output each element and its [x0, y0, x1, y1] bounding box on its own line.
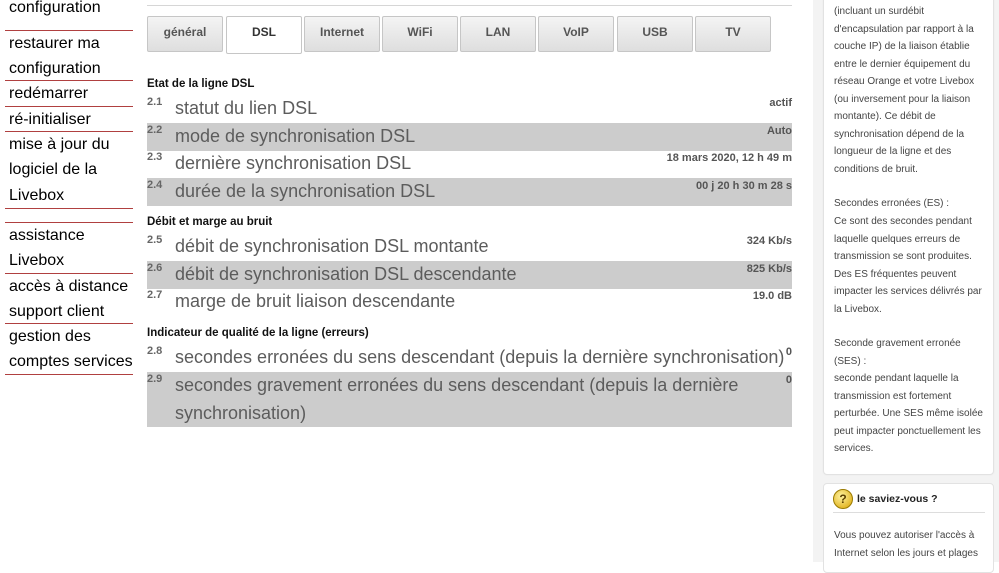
- help-es-text: Ce sont des secondes pendant laquelle quelques erreurs de transmission se sont produites. Des ES fréquentes peuvent impacter les services délivrés par la Livebox.: [834, 216, 982, 315]
- sidebar-item-label: mise à jour du: [9, 136, 110, 153]
- tab-bar: [147, 16, 792, 54]
- table-row: [147, 261, 792, 289]
- tab-usb[interactable]: USB: [617, 16, 693, 52]
- section-title-rate-margin: Débit et marge au bruit: [147, 216, 273, 228]
- row-value: 0: [785, 346, 792, 358]
- row-number: 2.3: [147, 151, 163, 163]
- row-value: actif: [769, 97, 792, 109]
- sidebar-divider: [5, 208, 133, 209]
- row-label: statut du lien DSL: [175, 98, 318, 118]
- sidebar-item-remote-support[interactable]: [5, 274, 133, 325]
- row-label: mode de synchronisation DSL: [175, 126, 416, 146]
- sidebar-item-configuration[interactable]: configuration: [9, 0, 101, 16]
- divider: [833, 512, 985, 513]
- sidebar-item-label: Livebox: [9, 186, 65, 204]
- sidebar-item-restore-config[interactable]: [5, 31, 133, 82]
- table-row: [147, 178, 792, 206]
- tab-lan[interactable]: LAN: [460, 16, 536, 52]
- row-number: 2.5: [147, 234, 163, 246]
- row-label: débit de synchronisation DSL descendante: [175, 264, 517, 284]
- table-row: [147, 288, 792, 316]
- sidebar-item-label: accès à distance: [9, 278, 129, 295]
- sidebar-item-label: restaurer ma: [9, 35, 100, 52]
- row-label: dernière synchronisation DSL: [175, 153, 412, 173]
- row-label: marge de bruit liaison descendante: [175, 291, 456, 311]
- row-number: 2.8: [147, 345, 163, 357]
- sidebar-item-reset[interactable]: ré-initialiser: [9, 111, 91, 128]
- sidebar-item-label: gestion des: [9, 328, 91, 345]
- sidebar-item-label: comptes services: [9, 353, 133, 371]
- row-number: 2.2: [147, 124, 163, 136]
- tab-wifi[interactable]: WiFi: [382, 16, 458, 52]
- row-value: 825 Kb/s: [746, 263, 792, 275]
- sidebar-divider: [5, 374, 133, 375]
- row-label: secondes gravement erronées du sens descendant (depuis la dernière synchronisation): [175, 375, 739, 423]
- sidebar-item-restart[interactable]: redémarrer: [9, 85, 89, 102]
- row-number: 2.9: [147, 373, 163, 385]
- tab-general[interactable]: général: [147, 16, 223, 52]
- help-intro-text: (incluant un surdébit d'encapsulation par rapport à la couche IP) de la liaison établie entre le dernier équipement du réseau Orange et votre Livebox (ou inversement pour la liaison montante). Ce débit de synchronisation dépend de la longueur de la ligne et des conditions de bruit.: [834, 6, 975, 175]
- section-title-line-state: Etat de la ligne DSL: [147, 78, 255, 90]
- help-ses-title: Seconde gravement erronée (SES) :: [834, 338, 961, 367]
- sidebar-item-label: logiciel de la: [9, 161, 98, 179]
- tip-text: Vous pouvez autoriser l'accès à Internet selon les jours et plages: [834, 530, 978, 559]
- sidebar-item-label: Livebox: [9, 252, 65, 270]
- sidebar-item-assistance[interactable]: [5, 223, 133, 274]
- sidebar-item-label: configuration: [9, 60, 101, 78]
- row-number: 2.4: [147, 179, 163, 191]
- row-value: 324 Kb/s: [746, 235, 792, 247]
- table-row: [147, 95, 792, 123]
- table-row: [147, 372, 792, 427]
- row-number: 2.6: [147, 262, 163, 274]
- help-ses-text: seconde pendant laquelle la transmission est fortement perturbée. Une SES même isolée peut impacter ponctuellement les services.: [834, 373, 983, 454]
- row-value: 00 j 20 h 30 m 28 s: [695, 180, 792, 192]
- help-es-title: Secondes erronées (ES) :: [834, 198, 950, 209]
- sidebar-item-label: support client: [9, 303, 105, 321]
- row-value: 18 mars 2020, 12 h 49 m: [666, 152, 792, 164]
- sidebar-item-service-accounts[interactable]: [5, 324, 133, 375]
- row-label: secondes erronées du sens descendant (depuis la dernière synchronisation): [175, 347, 785, 367]
- help-box: [823, 0, 994, 475]
- table-row: [147, 233, 792, 261]
- row-label: débit de synchronisation DSL montante: [175, 236, 489, 256]
- row-value: Auto: [766, 125, 792, 137]
- question-icon: ?: [833, 489, 853, 509]
- row-value: 0: [785, 374, 792, 386]
- row-value: 19.0 dB: [752, 290, 792, 302]
- sidebar-item-label: assistance: [9, 227, 85, 244]
- sidebar-item-firmware-update[interactable]: [5, 132, 133, 208]
- row-number: 2.7: [147, 289, 163, 301]
- tip-title: le saviez-vous ?: [857, 493, 938, 505]
- table-row: [147, 150, 792, 178]
- tab-dsl[interactable]: DSL: [226, 16, 302, 54]
- table-row: [147, 344, 792, 372]
- section-title-quality: Indicateur de qualité de la ligne (erreurs): [147, 327, 369, 339]
- divider: [147, 5, 792, 6]
- row-label: durée de la synchronisation DSL: [175, 181, 436, 201]
- row-number: 2.1: [147, 96, 163, 108]
- table-row: [147, 123, 792, 151]
- tip-box: [823, 483, 994, 573]
- tab-internet[interactable]: Internet: [304, 16, 380, 52]
- tab-tv[interactable]: TV: [695, 16, 771, 52]
- tab-voip[interactable]: VoIP: [538, 16, 614, 52]
